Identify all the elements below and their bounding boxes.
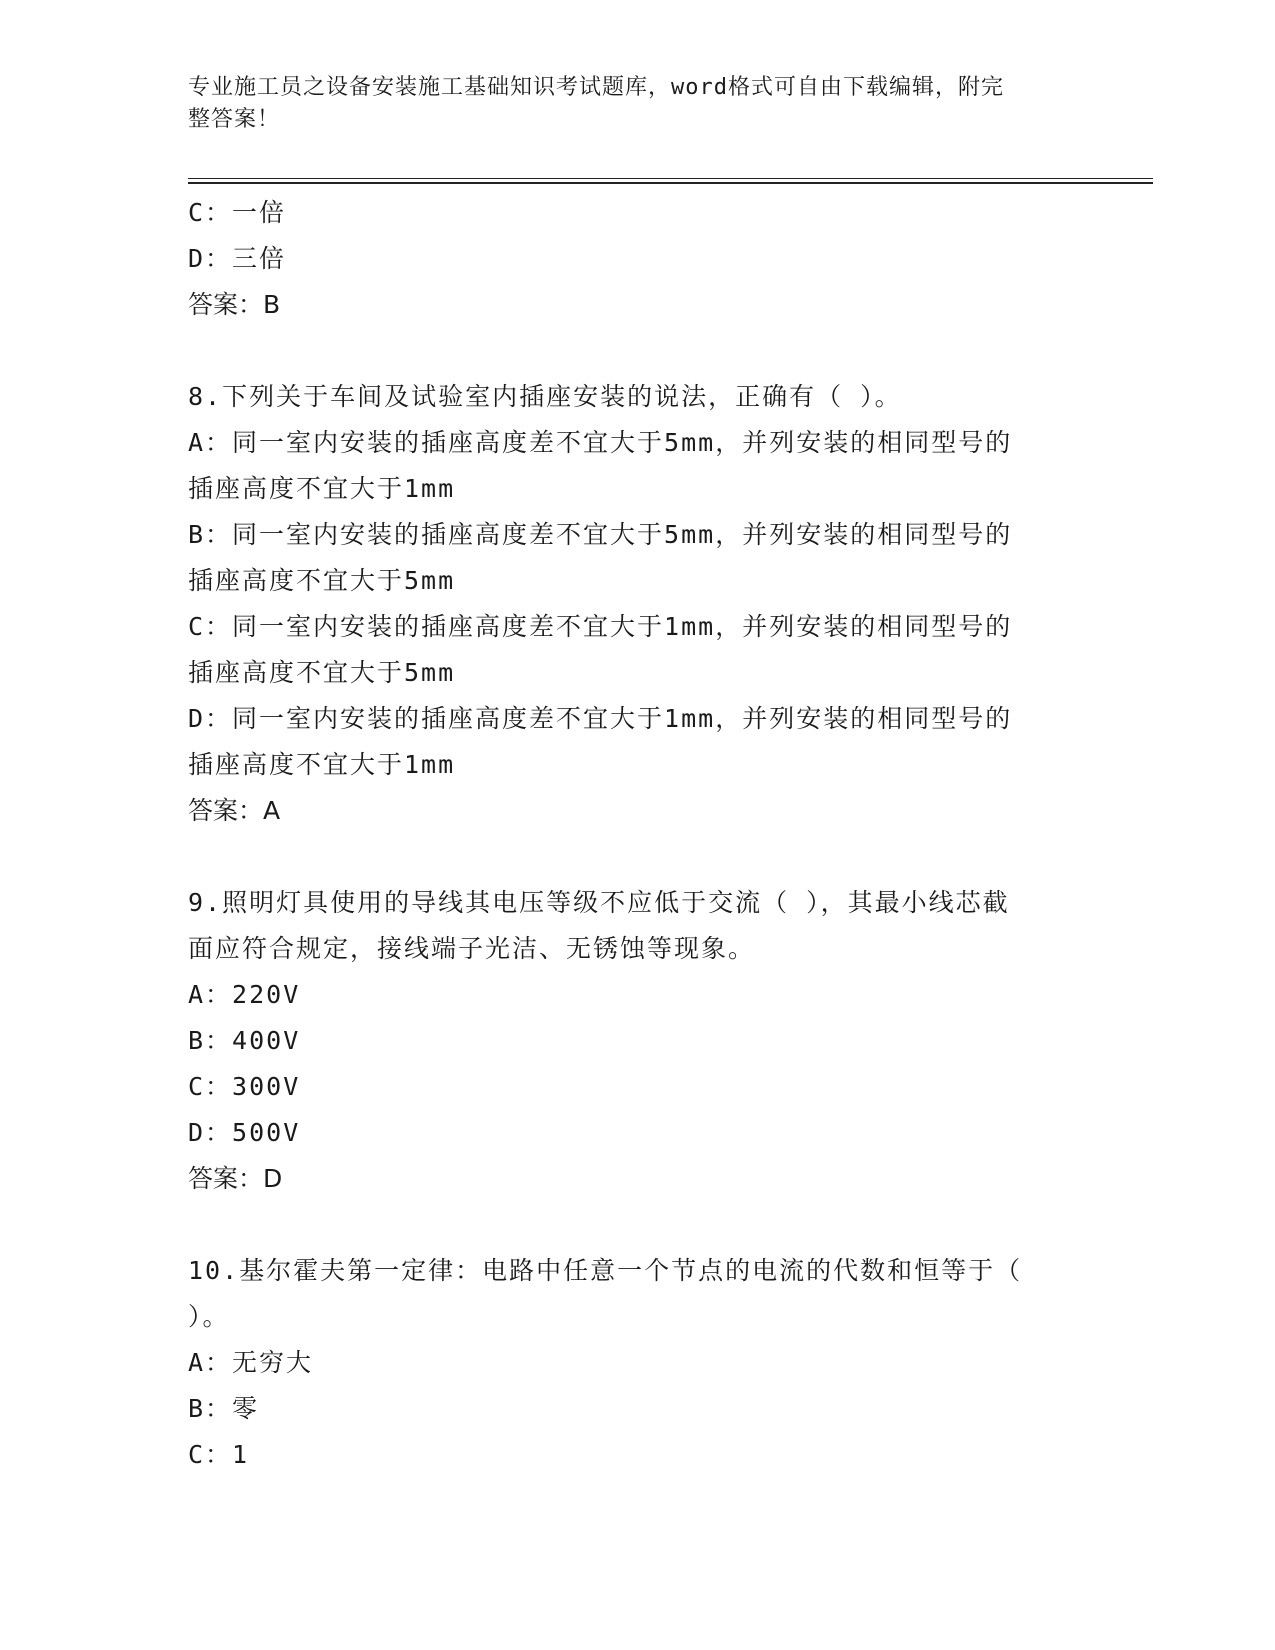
question-8 <box>188 374 1088 834</box>
option-c-continued: 插座高度不宜大于5mm <box>188 658 456 687</box>
answer-line: 答案：A <box>188 796 281 825</box>
question-10 <box>188 1248 1088 1478</box>
question-stem: 8.下列关于车间及试验室内插座安装的说法，正确有（ ）。 <box>188 382 902 411</box>
spacer <box>188 1202 1088 1248</box>
option-d: D：同一室内安装的插座高度差不宜大于1mm，并列安装的相同型号的 <box>188 704 1013 733</box>
option-b: B：零 <box>188 1394 260 1423</box>
option-b: B：同一室内安装的插座高度差不宜大于5mm，并列安装的相同型号的 <box>188 520 1013 549</box>
option-d: D：500V <box>188 1118 301 1147</box>
option-b: B：400V <box>188 1026 301 1055</box>
question-stem: 9.照明灯具使用的导线其电压等级不应低于交流（ ），其最小线芯截 <box>188 888 1010 917</box>
option-c: C：1 <box>188 1440 250 1469</box>
spacer <box>188 328 1088 374</box>
question-stem-continued: ）。 <box>188 1302 230 1331</box>
question-7-tail <box>188 190 1088 328</box>
option-c: C：一倍 <box>188 198 287 227</box>
option-d: D：三倍 <box>188 244 287 273</box>
header-title-line-1: 专业施工员之设备安装施工基础知识考试题库，word格式可自由下载编辑，附完 <box>188 75 1004 100</box>
option-b-continued: 插座高度不宜大于5mm <box>188 566 456 595</box>
option-c: C：同一室内安装的插座高度差不宜大于1mm，并列安装的相同型号的 <box>188 612 1013 641</box>
question-stem: 10.基尔霍夫第一定律：电路中任意一个节点的电流的代数和恒等于（ <box>188 1256 1023 1285</box>
option-a: A：无穷大 <box>188 1348 314 1377</box>
document-header <box>188 72 1068 136</box>
option-a: A：同一室内安装的插座高度差不宜大于5mm，并列安装的相同型号的 <box>188 428 1013 457</box>
question-list <box>188 190 1088 1478</box>
header-divider-thick <box>188 182 1153 184</box>
header-divider-thin <box>188 178 1153 179</box>
answer-line: 答案：D <box>188 1164 283 1193</box>
option-a: A：220V <box>188 980 301 1009</box>
answer-line: 答案：B <box>188 290 281 319</box>
spacer <box>188 834 1088 880</box>
question-9 <box>188 880 1088 1202</box>
option-d-continued: 插座高度不宜大于1mm <box>188 750 456 779</box>
option-c: C：300V <box>188 1072 301 1101</box>
option-a-continued: 插座高度不宜大于1mm <box>188 474 456 503</box>
question-stem-continued: 面应符合规定，接线端子光洁、无锈蚀等现象。 <box>188 934 756 963</box>
header-title-line-2: 整答案！ <box>188 107 281 132</box>
